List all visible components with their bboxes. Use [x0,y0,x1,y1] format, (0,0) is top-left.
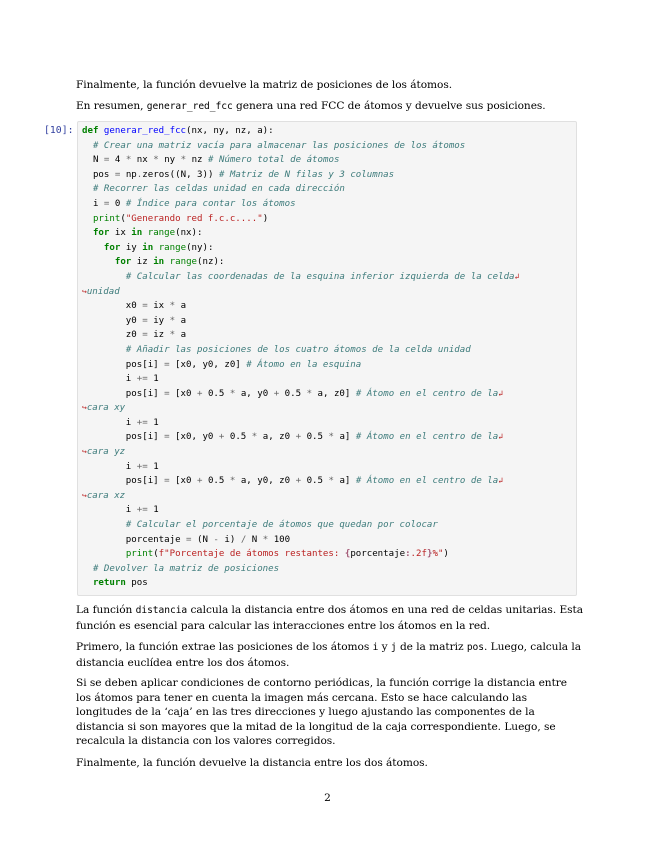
code-line [82,474,576,489]
extract-text-start: Primero, la función extrae las posiciones de los átomos [76,641,373,653]
code-token: + [196,388,203,399]
code-token: cara xy [86,403,126,414]
code-line [82,576,576,591]
code-line [82,401,576,416]
code-token [82,578,93,588]
code-token: for [92,228,110,239]
code-token: pos [125,578,148,589]
code-token: x0 [82,301,143,312]
summary-text-end: genera una red FCC de átomos y devuelve sus posiciones. [232,100,546,112]
code-token: # Recorrer las celdas unidad en cada dirección [92,184,345,195]
code-line [82,182,576,197]
code-token: 100 [273,534,291,545]
paragraph-final-distance: Finalmente, la función devuelve la distancia entre los dos átomos. [76,757,428,769]
line-wrap-icon: ↲ [514,271,520,281]
code-line [82,226,576,241]
paragraph-final-positions: Finalmente, la función devuelve la matriz de posiciones de los átomos. [76,79,453,91]
code-token: = [164,388,170,399]
code-token: pos[i] [82,388,165,399]
code-token [82,243,104,253]
code-line [82,430,576,445]
code-token: for [103,242,121,253]
code-token: * [306,388,313,399]
code-line [82,503,576,518]
code-token: in [131,228,143,239]
code-token: + [218,432,225,443]
code-token [82,520,126,530]
code-token: # Matriz de N filas y 3 columnas [218,169,395,180]
code-token [82,228,93,238]
code-block [82,124,576,591]
line-wrap-icon: ↲ [498,388,504,398]
code-line [82,153,576,168]
code-token: [x0 [169,476,197,487]
code-line [82,387,576,402]
code-token: cara xz [86,490,126,501]
code-token: a, y0 [235,388,274,399]
code-token: 1 [153,417,159,428]
code-token: / [240,534,247,545]
code-line [82,270,576,285]
code-token: += [136,417,148,428]
code-line [82,416,576,431]
code-token [82,214,93,224]
code-line [82,285,576,300]
code-token: * [169,301,176,312]
code-token: ix [147,301,170,312]
code-token: += [136,374,148,385]
code-line [82,547,576,562]
code-line [82,460,576,475]
code-token: i [82,505,137,516]
code-token: a] [333,476,356,487]
code-token: i [82,417,137,428]
code-token: N [82,155,104,166]
line-wrap-icon: ↲ [498,432,504,442]
code-line [82,562,576,577]
code-line [82,212,576,227]
code-token: . [136,169,143,180]
code-token: ( [120,213,126,224]
code-token: nx [131,155,154,166]
code-token: iz [131,257,154,268]
code-token: [x0 [169,388,197,399]
code-token: i [82,461,137,472]
code-line [82,241,576,256]
code-token: = [142,315,148,326]
code-token: : [405,549,411,560]
code-token: iy [147,315,170,326]
code-token: 0.5 [306,432,323,443]
code-token: print [125,549,154,560]
code-token: a, z0 [257,432,296,443]
code-token: = [103,198,110,209]
code-token: %" [432,549,444,560]
code-line [82,197,576,212]
code-line [82,299,576,314]
code-token [82,564,93,574]
code-token: ( [153,549,159,560]
code-token: in [153,257,165,268]
code-token [82,345,126,355]
line-continuation-icon: ↪ [82,490,87,500]
code-token: + [273,388,280,399]
code-token: a [175,315,187,326]
code-token: i [82,374,137,385]
paragraph-extract-positions [76,640,584,670]
code-token: ix [109,228,132,239]
code-token: cara yz [86,447,126,458]
code-token: (nx, ny, nz, a): [186,126,274,136]
code-token: 4 [114,155,121,166]
code-token: += [136,505,148,516]
code-token: pos[i] [82,359,165,370]
code-token: 0.5 [207,476,225,487]
code-token: zeros((N, [142,169,198,180]
code-token: * [153,155,159,166]
code-token: # Átomo en la esquina [246,359,362,370]
code-token: = [114,169,121,180]
code-token: iy [120,242,143,253]
inline-code-pos: pos [466,642,484,653]
code-token: } [426,549,433,560]
code-token: ) [262,213,269,224]
code-token: * [328,476,334,487]
code-token: a [175,301,187,312]
code-token: porcentaje [82,534,187,545]
code-token: # Calcular las coordenadas de la esquina inferior izquierda de la celda [125,271,515,282]
code-token: z0 [82,330,143,341]
code-token: * [125,155,132,166]
code-line [82,358,576,373]
code-token: (nx): [175,228,203,239]
code-token: + [295,476,302,487]
code-token: i [82,198,104,209]
code-token: + [196,476,203,487]
page-number: 2 [324,792,331,804]
code-token: * [251,432,258,443]
code-token: 1 [153,461,159,472]
code-token: 0.5 [284,388,302,399]
code-token [82,141,93,151]
summary-text-start: En resumen, [76,100,147,112]
code-token: pos[i] [82,476,165,487]
code-token: .2f [410,549,427,560]
code-token: a, y0, z0 [235,476,296,487]
code-token: # Devolver la matriz de posiciones [92,563,280,574]
code-token: = [186,534,192,545]
code-token: ) [443,549,449,560]
code-token: unidad [86,286,120,297]
code-token: range [158,242,187,253]
code-line [82,328,576,343]
line-wrap-icon: ↲ [498,476,504,486]
code-token: (N [191,534,214,545]
code-line [82,372,576,387]
code-token: generar_red_fcc [103,126,187,136]
code-token: in [142,242,154,253]
code-token: pos [82,169,115,180]
code-token: a] [333,432,356,443]
code-token: 0.5 [229,432,247,443]
code-token: i) [218,534,241,545]
code-token: for [114,257,132,268]
code-token [82,184,93,194]
code-line [82,533,576,548]
code-token: # Átomo en el centro de la [355,388,499,399]
inline-code-distancia: distancia [135,605,188,616]
line-continuation-icon: ↪ [82,403,87,413]
code-token: print [92,213,121,224]
code-token: [x0, y0 [169,432,219,443]
code-token: = [164,476,170,487]
line-continuation-icon: ↪ [82,286,87,296]
code-line [82,168,576,183]
code-token: 1 [153,374,159,385]
code-token: - [213,534,219,545]
code-token: f"Porcentaje de átomos restantes: [158,549,345,560]
code-token: 0.5 [207,388,225,399]
code-token: # Índice para contar los átomos [125,198,296,209]
code-token: range [147,228,176,239]
code-line [82,445,576,460]
code-token: # Átomo en el centro de la [355,476,499,487]
code-token: 0 [114,198,121,209]
code-token: )) [202,169,219,180]
code-token: 1 [153,505,159,516]
code-token [82,272,126,282]
code-token: # Número total de átomos [208,155,340,166]
code-token: 3 [197,169,203,180]
code-line [82,518,576,533]
code-token: ny [158,155,181,166]
code-token: * [169,315,176,326]
code-token: = [164,359,170,370]
paragraph-distancia-intro [76,603,584,633]
code-token: iz [147,330,170,341]
code-token: # Átomo en el centro de la [355,432,499,443]
code-token: y0 [82,315,143,326]
code-token: a [175,330,187,341]
code-token: "Generando red f.c.c...." [125,213,263,224]
code-token: * [328,432,334,443]
code-token [82,257,115,267]
code-token: # Crear una matriz vacía para almacenar las posiciones de los átomos [92,140,466,151]
code-token: def [82,126,104,136]
extract-text-and: y [378,641,391,653]
code-token: * [169,330,176,341]
code-token: [x0, y0, z0] [169,359,247,370]
code-token: # Añadir las posiciones de los cuatro átomos de la celda unidad [125,344,471,355]
code-line [82,489,576,504]
code-token [82,549,126,559]
code-token: = [103,155,110,166]
code-token: return [92,578,126,589]
code-token: { [344,549,351,560]
distancia-text-end: calcula la distancia entre dos átomos en una red de celdas unitarias. Esta función es esencial para calcular las interacciones entre los átomos en la red. [76,604,583,632]
code-token: 0.5 [306,476,323,487]
code-token: * [229,476,236,487]
code-line [82,343,576,358]
line-continuation-icon: ↪ [82,447,87,457]
code-token: # Calcular el porcentaje de átomos que quedan por colocar [125,520,438,531]
inline-code-function-name: generar_red_fcc [146,101,233,112]
code-token: N [246,534,263,545]
inline-code-i: i [372,642,379,653]
code-token: (ny): [186,242,214,253]
code-token: range [169,257,198,268]
code-token: pos[i] [82,432,165,443]
extract-text-end: . Luego, calcula la distancia euclídea entre los dos átomos. [76,641,581,669]
paragraph-periodic-conditions: Si se deben aplicar condiciones de contorno periódicas, la función corrige la distancia entre los átomos para tener en cuenta la imagen más cercana. Esto se hace calculando las longitudes de la ‘caja’ en las tres direcciones y luego ajustando las componentes de la distancia si son mayores que la mitad de la longitud de la caja correspondiente. Luego, se recalcula la distancia con los valores corregidos. [76,677,568,748]
code-token: (nz): [197,257,225,268]
code-token: a, z0] [312,388,356,399]
code-token: nz [186,155,209,166]
code-token: * [262,534,269,545]
code-line [82,139,576,154]
code-token: np [120,169,137,180]
code-token: * [180,155,187,166]
code-token: = [164,432,170,443]
code-token: = [142,330,148,341]
extract-text-matrix: de la matriz [396,641,467,653]
code-token: += [136,461,148,472]
code-line [82,124,576,139]
code-line [82,255,576,270]
code-token: * [229,388,236,399]
code-line [82,314,576,329]
code-token: porcentaje [350,549,406,560]
paragraph-summary [76,99,584,115]
code-token: = [142,301,148,312]
code-token: + [295,432,302,443]
inline-code-j: j [390,642,397,653]
distancia-text-start: La función [76,604,136,616]
cell-execution-prompt: [10]: [44,125,74,136]
